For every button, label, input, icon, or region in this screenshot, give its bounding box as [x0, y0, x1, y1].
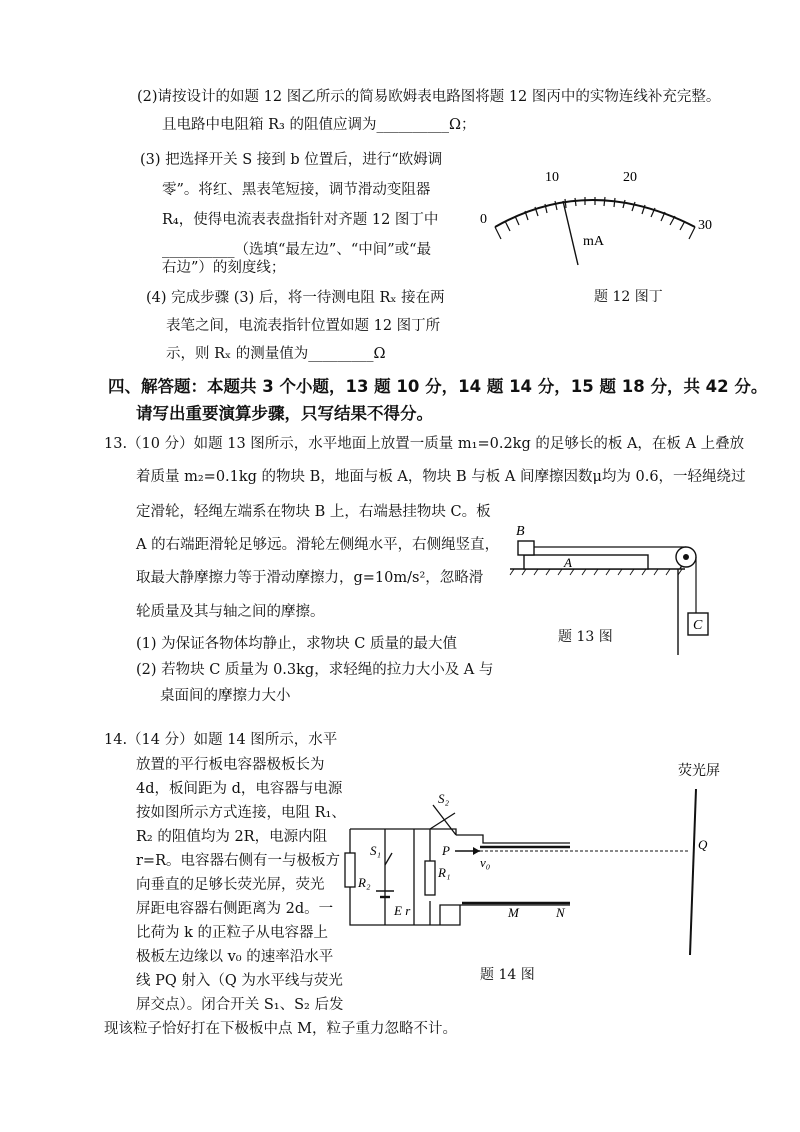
q12-part3-line: 零”。将红、黑表笔短接，调节滑动变阻器 [162, 182, 431, 198]
label-v0: v₀ [480, 855, 491, 870]
q13-line: 13.（10 分）如题 13 图所示，水平地面上放置一质量 m₁=0.2kg 的足够长的板 A，在板 A 上叠放 [104, 436, 745, 452]
q14-line: r=R。电容器右侧有一与极板方 [136, 853, 340, 869]
q14-line: 向垂直的足够长荧光屏，荧光 [136, 877, 325, 893]
q12-part3-line: R₄，使得电流表表盘指针对齐题 12 图丁中 [162, 212, 439, 228]
q13-sub-line: (1) 为保证各物体均静止，求物块 C 质量的最大值 [136, 636, 457, 652]
q12-figure-caption: 题 12 图丁 [594, 289, 663, 305]
meter-tick-label-0: 0 [480, 212, 487, 227]
label-er: E r [394, 903, 411, 918]
q12-part2-line1: (2)请按设计的如题 12 图乙所示的简易欧姆表电路图将题 12 图丙中的实物连线补充完整。 [137, 89, 721, 105]
q14-figure [330, 764, 720, 965]
ground-hatching [510, 569, 682, 575]
label-s2: S₂ [438, 791, 450, 806]
board-a [524, 555, 648, 569]
q14-line: 按如图所示方式连接，电阻 R₁、 [136, 805, 346, 821]
q12-part3-line: (3) 把选择开关 S 接到 b 位置后，进行“欧姆调 [140, 152, 443, 168]
label-q: Q [698, 837, 708, 852]
q13-line: 着质量 m₂=0.1kg 的物块 B，地面与板 A，物块 B 与板 A 间摩擦因数μ均为 0.6，一轻绳绕过 [136, 469, 746, 485]
q13-line: 取最大静摩擦力等于滑动摩擦力，g=10m/s²，忽略滑 [136, 570, 484, 586]
q12-part3-line: __________（选填“最左边”、“中间”或“最 [162, 242, 432, 258]
q14-line: 屏交点）。闭合开关 S₁、S₂ 后发 [136, 997, 344, 1013]
label-r2: R₂ [358, 875, 371, 890]
section4-heading-line1: 四、解答题：本题共 3 个小题，13 题 10 分，14 题 14 分，15 题 18 分，共 42 分。 [108, 377, 768, 396]
circuit-wires [350, 805, 570, 925]
switch-s2 [430, 813, 455, 829]
label-r1: R₁ [438, 865, 451, 880]
q14-line: 14.（14 分）如题 14 图所示，水平 [104, 732, 338, 748]
meter-tick-label-30: 30 [698, 218, 712, 233]
screen-label: 荧光屏 [678, 764, 720, 779]
q12-part4-line: (4) 完成步骤 (3) 后，将一待测电阻 Rₓ 接在两 [146, 290, 445, 306]
label-m: M [508, 905, 519, 920]
q14-line: 比荷为 k 的正粒子从电容器上 [136, 925, 329, 941]
q14-line: 线 PQ 射入（Q 为水平线与荧光 [136, 973, 343, 989]
block-b [518, 541, 534, 555]
q14-line: 极板左边缘以 v₀ 的速率沿水平 [136, 949, 334, 965]
label-p: P [442, 843, 450, 858]
resistor-r1 [425, 861, 435, 895]
q14-last-line: 现该粒子恰好打在下极板中点 M，粒子重力忽略不计。 [104, 1021, 457, 1037]
q12-part4-line: 示，则 Rₓ 的测量值为_________Ω [166, 346, 386, 362]
q14-line: 屏距电容器右侧距离为 2d。一 [136, 901, 334, 917]
label-n: N [556, 905, 565, 920]
q13-line: A 的右端距滑轮足够远。滑轮左侧绳水平，右侧绳竖直， [136, 537, 500, 553]
q13-line: 定滑轮，轻绳左端系在物块 B 上，右端悬挂物块 C。板 [136, 504, 491, 520]
q14-line: R₂ 的阻值均为 2R，电源内阻 [136, 829, 328, 845]
q14-line: 4d，板间距为 d，电容器与电源 [136, 781, 343, 797]
resistor-r2 [345, 853, 355, 887]
q12-part2-line2: 且电路中电阻箱 R₃ 的阻值应调为__________Ω； [162, 117, 476, 133]
q14-figure-caption: 题 14 图 [480, 967, 535, 983]
q12-part3-line: 右边”）的刻度线； [162, 260, 286, 276]
section4-heading-line2: 请写出重要演算步骤，只写结果不得分。 [136, 404, 433, 423]
switch-s1 [385, 853, 392, 865]
meter-tick-label-20: 20 [623, 170, 637, 185]
q13-sub-line: 桌面间的摩擦力大小 [160, 688, 291, 704]
q14-line: 放置的平行板电容器极板长为 [136, 757, 325, 773]
q12-part4-line: 表笔之间，电流表指针位置如题 12 图丁所 [166, 318, 441, 334]
meter-tick-label-10: 10 [545, 170, 559, 185]
q13-line: 轮质量及其与轴之间的摩擦。 [136, 604, 325, 620]
fluorescent-screen [690, 789, 696, 955]
meter-needle [563, 201, 578, 265]
label-a: A [564, 555, 572, 570]
q13-figure-caption: 题 13 图 [558, 629, 613, 645]
label-b: B [516, 524, 525, 539]
q13-sub-line: (2) 若物块 C 质量为 0.3kg，求轻绳的拉力大小及 A 与 [136, 662, 494, 678]
label-s1: S₁ [370, 843, 382, 858]
q13-figure [510, 505, 730, 655]
meter-ticks [495, 197, 695, 239]
q12-meter-figure [470, 165, 730, 275]
meter-unit-label: mA [583, 234, 604, 249]
label-c: C [693, 618, 703, 633]
